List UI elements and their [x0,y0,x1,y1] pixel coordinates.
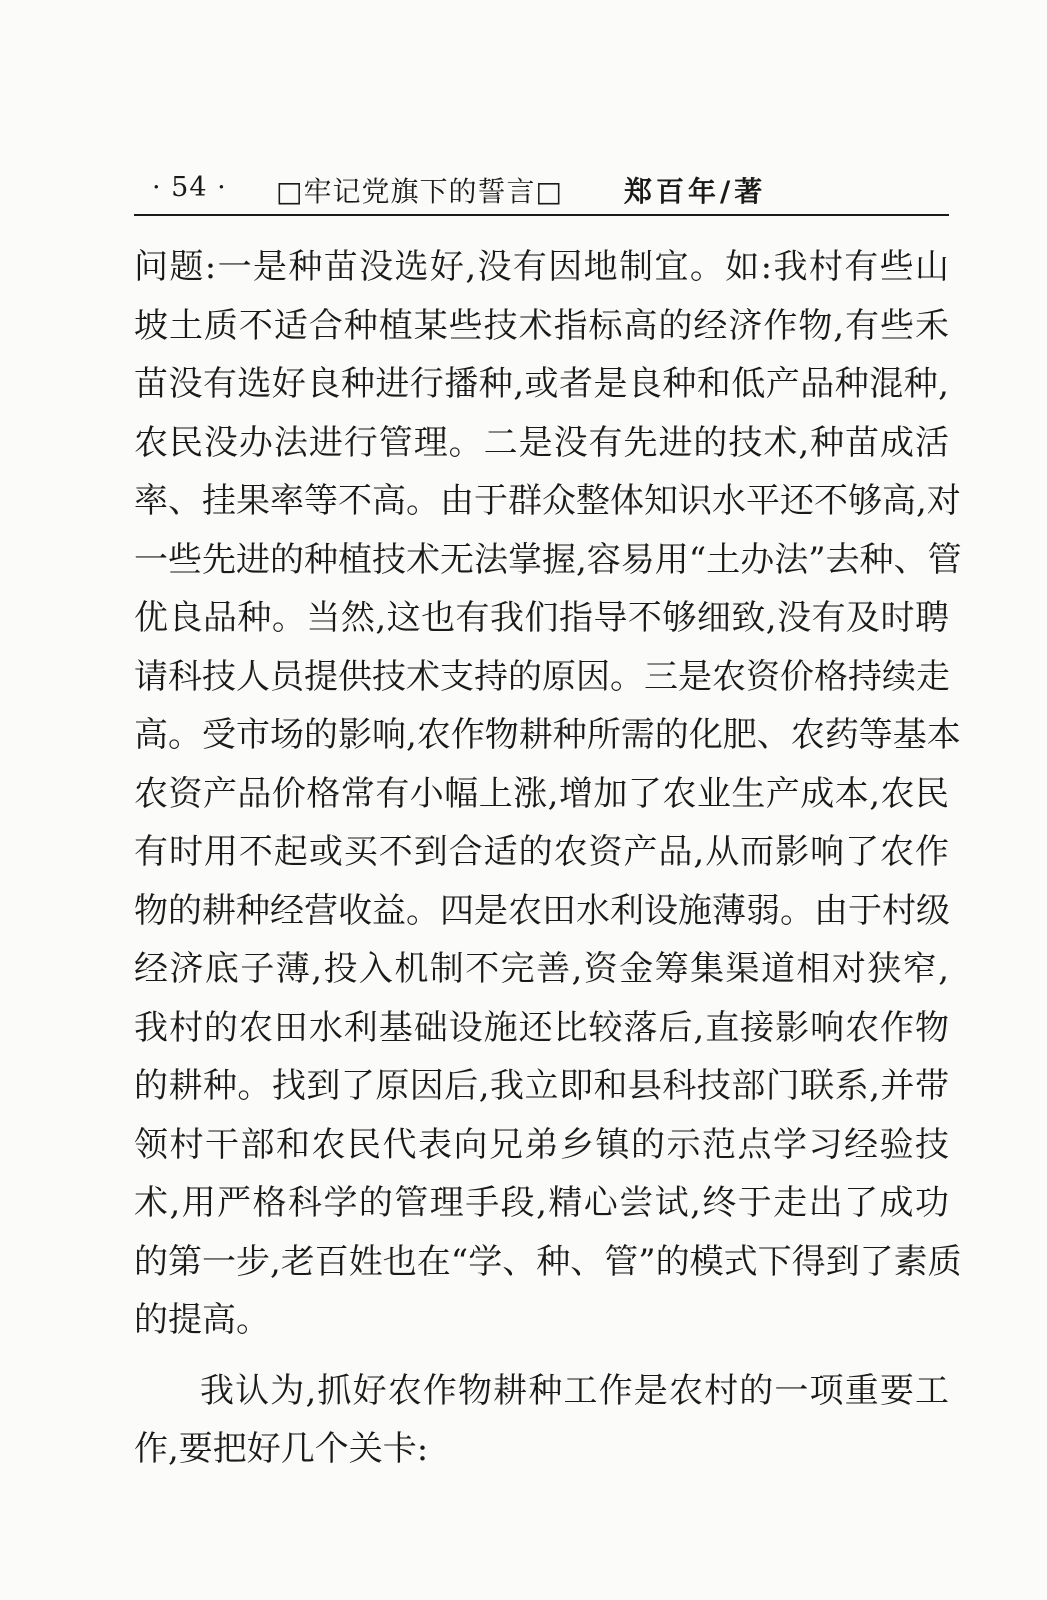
author-credit: 郑百年/著 [624,175,767,208]
text-line: 经济底子薄,投入机制不完善,资金筹集渠道相对狭窄, [134,949,949,989]
running-header [134,168,949,212]
text-line: 优良品种。当然,这也有我们指导不够细致,没有及时聘 [134,598,949,638]
paragraph [134,238,962,1350]
text-line: 作,要把好几个关卡: [134,1429,429,1469]
body-text [134,238,962,1479]
header-rule [134,214,949,216]
text-line: 的耕种。找到了原因后,我立即和县科技部门联系,并带 [134,1066,949,1106]
text-line: 苗没有选好良种进行播种,或者是良种和低产品种混种, [134,364,949,404]
text-line: 领村干部和农民代表向兄弟乡镇的示范点学习经验技 [134,1124,949,1165]
text-line: 物的耕种经营收益。四是农田水利设施薄弱。由于村级 [134,890,950,931]
text-line: 术,用严格科学的管理手段,精心尝试,终于走出了成功 [134,1183,949,1223]
text-line: 高。受市场的影响,农作物耕种所需的化肥、农药等基本 [134,715,961,755]
text-line: 一些先进的种植技术无法掌握,容易用“土办法”去种、管 [134,539,962,580]
text-line: 农民没办法进行管理。二是没有先进的技术,种苗成活 [134,422,949,463]
page-number: · 54 · [152,172,227,203]
text-line: 坡土质不适合种植某些技术指标高的经济作物,有些禾 [134,305,949,346]
text-line: 的提高。 [134,1300,270,1340]
text-line: 我村的农田水利基础设施还比较落后,直接影响农作物 [134,1007,949,1048]
text-line: 问题:一是种苗没选好,没有因地制宜。如:我村有些山 [134,247,949,287]
paragraph-gap [134,1350,949,1362]
book-title: □牢记党旗下的誓言□ [276,175,563,208]
text-line: 率、挂果率等不高。由于群众整体知识水平还不够高,对 [134,481,961,521]
text-line: 我认为,抓好农作物耕种工作是农村的一项重要工 [200,1370,949,1411]
text-line: 农资产品价格常有小幅上涨,增加了农业生产成本,农民 [134,773,949,814]
text-line: 的第一步,老百姓也在“学、种、管”的模式下得到了素质 [134,1241,962,1282]
text-line: 有时用不起或买不到合适的农资产品,从而影响了农作 [134,832,949,872]
text-line: 请科技人员提供技术支持的原因。三是农资价格持续走 [134,656,950,697]
paragraph [134,1362,949,1479]
